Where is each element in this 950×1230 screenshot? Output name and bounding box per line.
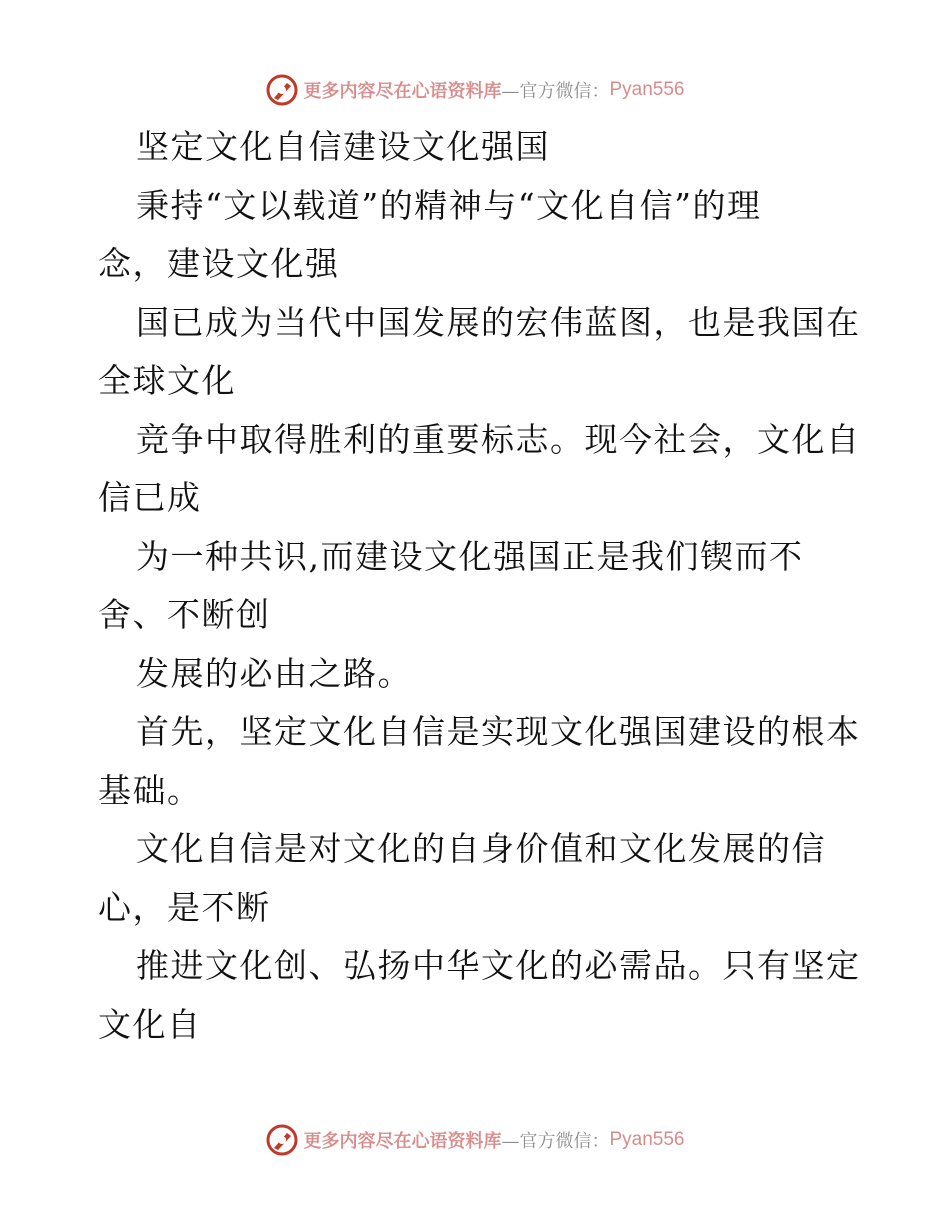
text-line: 基础。	[98, 770, 202, 810]
text-line: 文化自信是对文化的自身价值和文化发展的信	[136, 829, 826, 868]
document-body	[98, 118, 861, 1054]
text-line: 文化自	[98, 1004, 202, 1044]
text-line: 竞争中取得胜利的重要标志。现今社会，文化自	[136, 419, 861, 459]
text-line: 推进文化创、弘扬中华文化的必需品。只有坚定	[136, 946, 861, 985]
text-line: 为一种共识,而建设文化强国正是我们锲而不	[136, 536, 804, 576]
pen-logo-icon	[265, 1123, 299, 1157]
text-line: 全球文化	[98, 361, 236, 400]
text-line: 坚定文化自信建设文化强国	[136, 127, 550, 166]
header-banner	[0, 70, 950, 110]
text-line: 舍、不断创	[98, 595, 271, 634]
footer-banner	[0, 1120, 950, 1160]
text-line: 发展的必由之路。	[136, 653, 412, 693]
text-line: 国已成为当代中国发展的宏伟蓝图，也是我国在	[136, 302, 861, 342]
text-line: 信已成	[98, 478, 202, 517]
text-line: 心，是不断	[98, 887, 271, 927]
banner-site-text: 更多内容尽在心语资料库	[303, 81, 502, 102]
banner-wechat-label: —官方微信：	[501, 81, 610, 102]
banner-wechat-id: Pyan556	[609, 1129, 685, 1150]
banner-wechat-label: —官方微信：	[501, 1131, 610, 1152]
text-line: 秉持“文以载道”的精神与“文化自信”的理	[136, 185, 762, 225]
text-line: 首先，坚定文化自信是实现文化强国建设的根本	[136, 712, 861, 751]
pen-logo-icon	[265, 73, 299, 107]
banner-wechat-id: Pyan556	[609, 79, 685, 100]
text-line: 念，建设文化强	[98, 244, 340, 283]
banner-site-text: 更多内容尽在心语资料库	[303, 1131, 502, 1152]
